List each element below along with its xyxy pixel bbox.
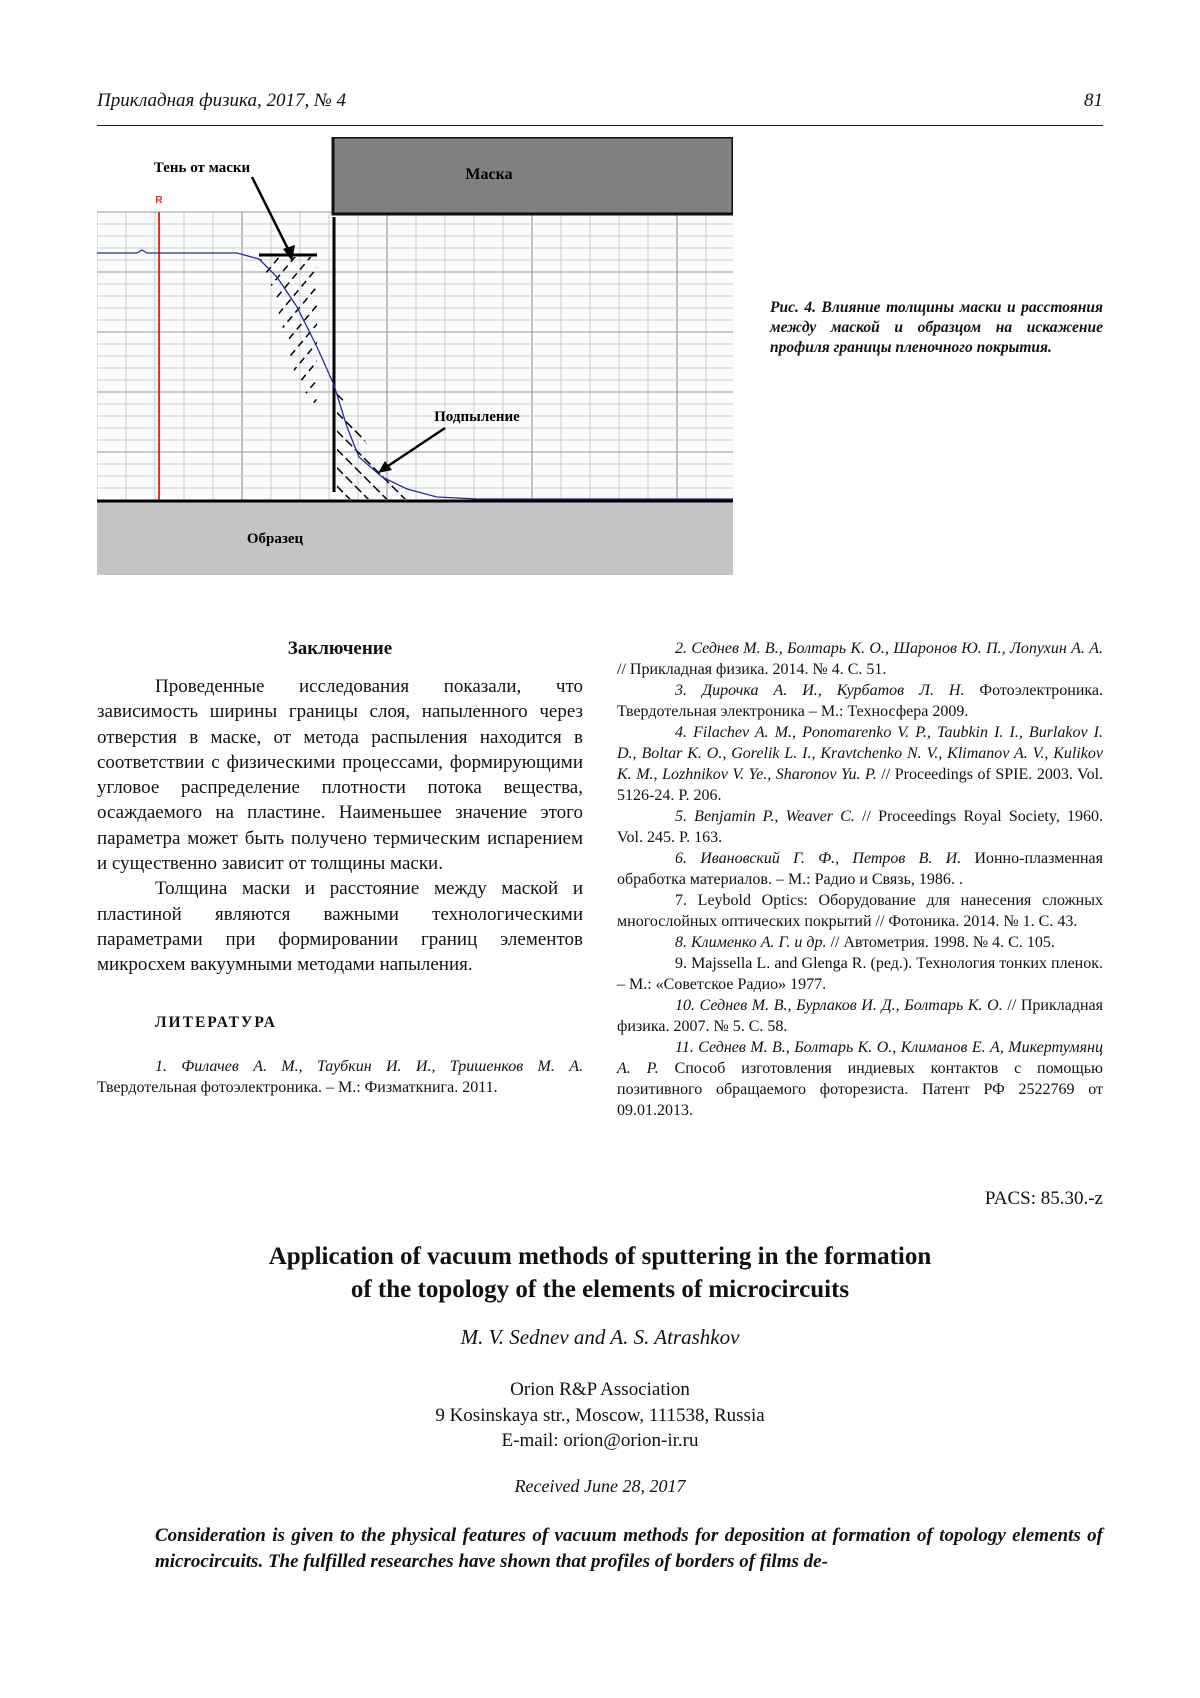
mask-block — [333, 137, 733, 214]
reference-item: 7. Leybold Optics: Оборудование для нанесения сложных многослойных оптических покрытий // Фотоника. 2014. № 1. С. 43. — [617, 892, 1103, 930]
shadow-label: Тень от маски — [153, 160, 251, 176]
english-authors: M. V. Sednev and A. S. Atrashkov — [460, 1325, 740, 1349]
sample-block — [97, 501, 733, 575]
overspray-label: Подпыление — [434, 409, 520, 425]
mask-label: Маска — [465, 166, 513, 183]
r-marker-label: R — [155, 195, 163, 206]
pacs-code: PACS: 85.30.-z — [984, 1188, 1103, 1209]
paragraph: Проведенные исследования показали, что зависимость ширины границы слоя, напыленного через отверстия в маске, от метода распыления находится в соответствии с физическими процессами, формирующими угловое распределение плотности потока вещества, осаждаемого на пластине. Наименьшее значение этого параметра может быть получено термическим испарением и существенно зависит от толщины маски. — [97, 676, 583, 875]
figure-4 — [97, 137, 733, 575]
received-date: Received June 28, 2017 — [514, 1476, 686, 1496]
right-column — [617, 638, 1103, 1121]
affiliation: Orion R&P Association 9 Kosinskaya str., Moscow, 111538, Russia E-mail: orion@orion-ir.ru — [0, 1377, 1200, 1454]
plot-grid-bg — [97, 212, 733, 502]
left-column — [97, 638, 583, 1098]
journal-title: Прикладная физика, 2017, № 4 — [97, 90, 347, 111]
reference-item: 6. Ивановский Г. Ф., Петров В. И. Ионно-плазменная обработка материалов. – М.: Радио и Связь, 1986. . — [617, 850, 1103, 888]
english-title: Application of vacuum methods of sputtering in the formation of the topology of the elements of microcircuits — [268, 1243, 932, 1303]
reference-item: 3. Дирочка А. И., Курбатов Л. Н. Фотоэлектроника. Твердотельная электроника – М.: Техносфера 2009. — [617, 682, 1104, 720]
email-link[interactable]: E-mail: orion@orion-ir.ru — [501, 1430, 699, 1451]
page-number: 81 — [1084, 90, 1103, 111]
sample-label: Образец — [246, 531, 304, 547]
reference-item: 4. Filachev A. M., Ponomarenko V. P., Taubkin I. I., Burlakov I. D., Boltar K. O., Gorelik L. I., Kravtchenko N. V., Klimanov A. V., Kulikov K. M., Lozhnikov V. Ye., Sharonov Yu. P. // Proceedings of SPIE. 2003. Vol. 5126-24. P. 206. — [617, 724, 1104, 804]
abstract: Consideration is given to the physical features of vacuum methods for deposition at formation of topology elements of microcircuits. The fulfilled researches have shown that profiles of borders of films de- — [155, 1525, 1103, 1572]
conclusion-heading: Заключение — [287, 638, 393, 659]
reference-item: 9. Majssella L. and Glenga R. (ред.). Технология тонких пленок. – М.: «Советское Радио» 1977. — [617, 955, 1103, 993]
references-heading: ЛИТЕРАТУРА — [155, 1013, 277, 1031]
reference-item: 2. Седнев М. В., Болтарь К. О., Шаронов Ю. П., Лопухин А. А. // Прикладная физика. 2014. № 4. С. 51. — [617, 640, 1103, 678]
reference-item: 11. Седнев М. В., Болтарь К. О., Климанов Е. А, Микертумянц А. Р. Способ изготовления индиевых контактов с помощью позитивного обращаемого фоторезиста. Патент РФ 2522769 от 09.01.2013. — [617, 1039, 1104, 1119]
reference-item: 8. Клименко А. Г. и др. // Автометрия. 1998. № 4. С. 105. — [675, 934, 1055, 951]
reference-item: 10. Седнев М. В., Бурлаков И. Д., Болтарь К. О. // Прикладная физика. 2007. № 5. С. 58. — [617, 997, 1104, 1035]
paragraph: Толщина маски и расстояние между маской и пластиной являются важными технологическими параметрами при формировании границ элементов микросхем вакуумными методами напыления. — [97, 878, 583, 976]
running-header — [97, 90, 1103, 126]
reference-item: 1. Филачев А. М., Таубкин И. И., Тришенков М. А. Твердотельная фотоэлектроника. – М.: Физматкнига. 2011. — [97, 1057, 583, 1096]
reference-item: 5. Benjamin P., Weaver C. // Proceedings Royal Society, 1960. Vol. 245. P. 163. — [617, 808, 1104, 846]
figure-caption: Рис. 4. Влияние толщины маски и расстояния между маской и образцом на искажение профиля границы пленочного покрытия. — [770, 299, 1103, 356]
